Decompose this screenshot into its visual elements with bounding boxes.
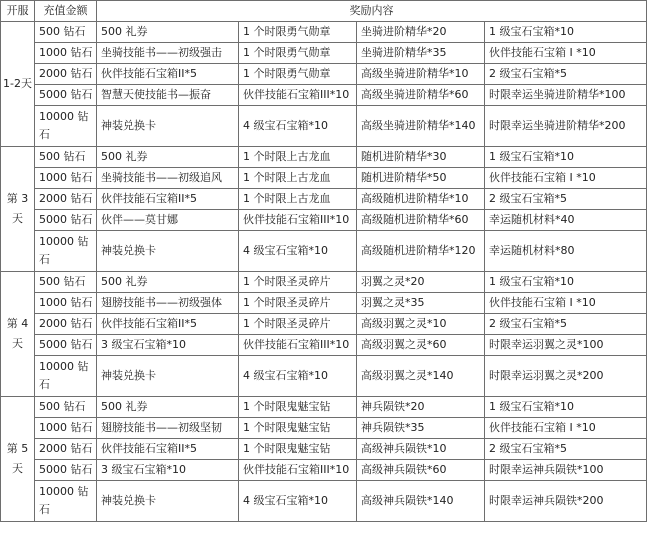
reward-cell: 2 级宝石宝箱*5 xyxy=(485,439,647,460)
reward-cell: 高级坐骑进阶精华*60 xyxy=(357,85,485,106)
table-row xyxy=(1,481,647,522)
amount-cell: 10000 钻石 xyxy=(35,356,97,397)
reward-cell: 时限幸运神兵陨铁*100 xyxy=(485,460,647,481)
reward-cell: 高级随机进阶精华*60 xyxy=(357,210,485,231)
amount-cell: 500 钻石 xyxy=(35,147,97,168)
reward-cell: 1 个时限上古龙血 xyxy=(239,147,357,168)
table-row xyxy=(1,147,647,168)
table-row xyxy=(1,64,647,85)
reward-cell: 1 个时限圣灵碎片 xyxy=(239,314,357,335)
reward-cell: 神兵陨铁*20 xyxy=(357,397,485,418)
reward-cell: 伙伴技能石宝箱III*10 xyxy=(239,335,357,356)
amount-cell: 5000 钻石 xyxy=(35,210,97,231)
reward-cell: 伙伴技能石宝箱 I *10 xyxy=(485,43,647,64)
reward-cell: 伙伴技能石宝箱II*5 xyxy=(97,189,239,210)
reward-cell: 幸运随机材料*80 xyxy=(485,231,647,272)
amount-cell: 10000 钻石 xyxy=(35,481,97,522)
amount-cell: 10000 钻石 xyxy=(35,231,97,272)
reward-cell: 3 级宝石宝箱*10 xyxy=(97,335,239,356)
header-row xyxy=(1,1,647,22)
table-row xyxy=(1,356,647,397)
reward-cell: 伙伴技能石宝箱II*5 xyxy=(97,64,239,85)
table-row xyxy=(1,293,647,314)
reward-cell: 坐骑技能书——初级追风 xyxy=(97,168,239,189)
amount-cell: 2000 钻石 xyxy=(35,189,97,210)
table-row xyxy=(1,22,647,43)
reward-cell: 伙伴技能石宝箱III*10 xyxy=(239,460,357,481)
reward-cell: 随机进阶精华*50 xyxy=(357,168,485,189)
amount-cell: 2000 钻石 xyxy=(35,314,97,335)
reward-cell: 1 个时限圣灵碎片 xyxy=(239,272,357,293)
reward-cell: 2 级宝石宝箱*5 xyxy=(485,64,647,85)
table-row xyxy=(1,460,647,481)
reward-cell: 500 礼券 xyxy=(97,22,239,43)
reward-cell: 神兵陨铁*35 xyxy=(357,418,485,439)
table-row xyxy=(1,439,647,460)
table-row xyxy=(1,335,647,356)
reward-cell: 坐骑技能书——初级强击 xyxy=(97,43,239,64)
header-recharge-amount: 充值金额 xyxy=(35,1,97,22)
reward-cell: 伙伴技能石宝箱 I *10 xyxy=(485,168,647,189)
day-cell: 1-2天 xyxy=(1,22,35,147)
amount-cell: 5000 钻石 xyxy=(35,460,97,481)
reward-cell: 高级坐骑进阶精华*140 xyxy=(357,106,485,147)
table-row xyxy=(1,189,647,210)
reward-cell: 1 级宝石宝箱*10 xyxy=(485,22,647,43)
reward-cell: 伙伴技能石宝箱II*5 xyxy=(97,439,239,460)
day-cell: 第 3 天 xyxy=(1,147,35,272)
reward-cell: 随机进阶精华*30 xyxy=(357,147,485,168)
reward-cell: 4 级宝石宝箱*10 xyxy=(239,231,357,272)
reward-cell: 神装兑换卡 xyxy=(97,356,239,397)
reward-cell: 时限幸运羽翼之灵*200 xyxy=(485,356,647,397)
reward-cell: 500 礼券 xyxy=(97,272,239,293)
table-body xyxy=(1,22,647,522)
reward-cell: 时限幸运羽翼之灵*100 xyxy=(485,335,647,356)
reward-cell: 1 个时限鬼魅宝钻 xyxy=(239,397,357,418)
reward-cell: 4 级宝石宝箱*10 xyxy=(239,106,357,147)
reward-cell: 1 个时限勇气勋章 xyxy=(239,43,357,64)
reward-cell: 伙伴技能石宝箱 I *10 xyxy=(485,418,647,439)
reward-cell: 高级神兵陨铁*60 xyxy=(357,460,485,481)
reward-cell: 高级羽翼之灵*60 xyxy=(357,335,485,356)
reward-cell: 高级羽翼之灵*140 xyxy=(357,356,485,397)
amount-cell: 1000 钻石 xyxy=(35,293,97,314)
amount-cell: 5000 钻石 xyxy=(35,335,97,356)
reward-cell: 高级随机进阶精华*10 xyxy=(357,189,485,210)
reward-cell: 伙伴技能石宝箱III*10 xyxy=(239,85,357,106)
reward-cell: 羽翼之灵*35 xyxy=(357,293,485,314)
reward-cell: 时限幸运坐骑进阶精华*200 xyxy=(485,106,647,147)
reward-cell: 伙伴技能石宝箱 I *10 xyxy=(485,293,647,314)
reward-cell: 翅膀技能书——初级强体 xyxy=(97,293,239,314)
reward-cell: 坐骑进阶精华*20 xyxy=(357,22,485,43)
reward-cell: 伙伴——莫甘娜 xyxy=(97,210,239,231)
amount-cell: 5000 钻石 xyxy=(35,85,97,106)
reward-cell: 高级随机进阶精华*120 xyxy=(357,231,485,272)
header-server-day: 开服 xyxy=(1,1,35,22)
reward-cell: 1 级宝石宝箱*10 xyxy=(485,397,647,418)
reward-cell: 智慧天使技能书—振奋 xyxy=(97,85,239,106)
table-row xyxy=(1,418,647,439)
reward-cell: 1 个时限上古龙血 xyxy=(239,168,357,189)
table-row xyxy=(1,85,647,106)
table-row xyxy=(1,210,647,231)
amount-cell: 500 钻石 xyxy=(35,272,97,293)
reward-cell: 1 个时限圣灵碎片 xyxy=(239,293,357,314)
reward-cell: 神装兑换卡 xyxy=(97,231,239,272)
reward-cell: 1 级宝石宝箱*10 xyxy=(485,147,647,168)
amount-cell: 1000 钻石 xyxy=(35,43,97,64)
reward-cell: 1 级宝石宝箱*10 xyxy=(485,272,647,293)
table-row xyxy=(1,397,647,418)
reward-cell: 高级坐骑进阶精华*10 xyxy=(357,64,485,85)
reward-cell: 幸运随机材料*40 xyxy=(485,210,647,231)
reward-cell: 高级神兵陨铁*10 xyxy=(357,439,485,460)
amount-cell: 500 钻石 xyxy=(35,22,97,43)
reward-cell: 2 级宝石宝箱*5 xyxy=(485,314,647,335)
reward-cell: 伙伴技能石宝箱III*10 xyxy=(239,210,357,231)
amount-cell: 2000 钻石 xyxy=(35,439,97,460)
reward-cell: 高级羽翼之灵*10 xyxy=(357,314,485,335)
amount-cell: 1000 钻石 xyxy=(35,418,97,439)
reward-cell: 1 个时限鬼魅宝钻 xyxy=(239,418,357,439)
reward-cell: 1 个时限勇气勋章 xyxy=(239,64,357,85)
reward-cell: 高级神兵陨铁*140 xyxy=(357,481,485,522)
reward-cell: 1 个时限勇气勋章 xyxy=(239,22,357,43)
reward-cell: 500 礼券 xyxy=(97,397,239,418)
reward-cell: 1 个时限上古龙血 xyxy=(239,189,357,210)
table-row xyxy=(1,272,647,293)
day-cell: 第 4 天 xyxy=(1,272,35,397)
amount-cell: 1000 钻石 xyxy=(35,168,97,189)
reward-cell: 时限幸运神兵陨铁*200 xyxy=(485,481,647,522)
reward-cell: 时限幸运坐骑进阶精华*100 xyxy=(485,85,647,106)
reward-cell: 2 级宝石宝箱*5 xyxy=(485,189,647,210)
table-row xyxy=(1,168,647,189)
reward-cell: 神装兑换卡 xyxy=(97,481,239,522)
reward-cell: 500 礼券 xyxy=(97,147,239,168)
table-row xyxy=(1,314,647,335)
amount-cell: 2000 钻石 xyxy=(35,64,97,85)
table-row xyxy=(1,43,647,64)
table-row xyxy=(1,231,647,272)
reward-cell: 3 级宝石宝箱*10 xyxy=(97,460,239,481)
reward-cell: 1 个时限鬼魅宝钻 xyxy=(239,439,357,460)
reward-cell: 羽翼之灵*20 xyxy=(357,272,485,293)
reward-cell: 坐骑进阶精华*35 xyxy=(357,43,485,64)
amount-cell: 10000 钻石 xyxy=(35,106,97,147)
reward-cell: 伙伴技能石宝箱II*5 xyxy=(97,314,239,335)
table-row xyxy=(1,106,647,147)
reward-cell: 4 级宝石宝箱*10 xyxy=(239,356,357,397)
header-reward-content: 奖励内容 xyxy=(97,1,647,22)
reward-cell: 4 级宝石宝箱*10 xyxy=(239,481,357,522)
amount-cell: 500 钻石 xyxy=(35,397,97,418)
reward-cell: 神装兑换卡 xyxy=(97,106,239,147)
reward-cell: 翅膀技能书——初级坚韧 xyxy=(97,418,239,439)
day-cell: 第 5 天 xyxy=(1,397,35,522)
